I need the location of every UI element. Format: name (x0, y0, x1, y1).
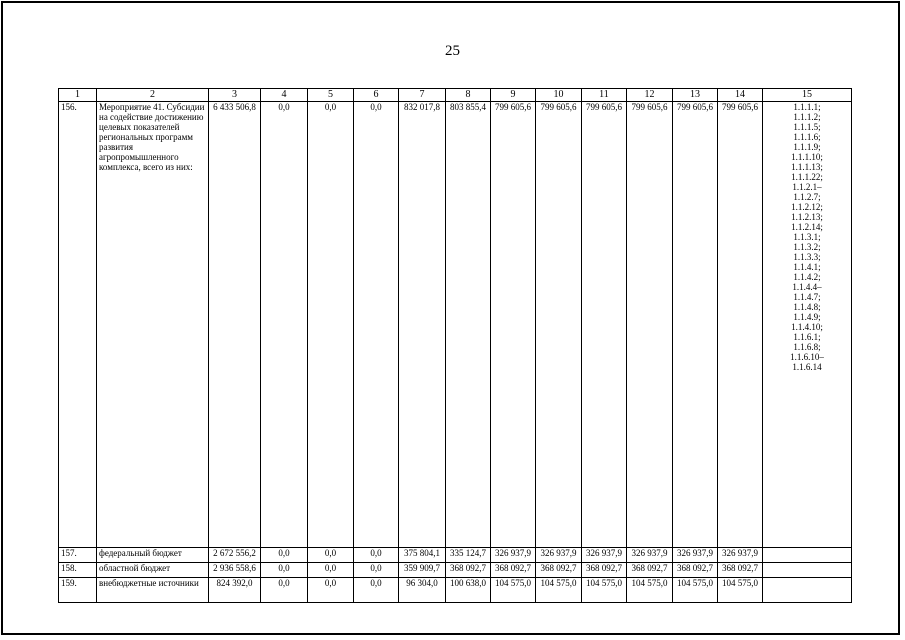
column-header: 11 (582, 89, 627, 102)
cell-value: 799 605,6 (718, 102, 763, 548)
cell-value: 0,0 (354, 578, 399, 603)
cell-value: 104 575,0 (491, 578, 536, 603)
indicator-codes (763, 548, 852, 563)
cell-value: 832 017,8 (399, 102, 446, 548)
cell-value: 368 092,7 (491, 563, 536, 578)
table-row (59, 563, 852, 578)
indicator-code: 1.1.4.2; (793, 272, 821, 282)
row-name: федеральный бюджет (97, 548, 209, 563)
column-header: 14 (718, 89, 763, 102)
row-index: 157. (59, 548, 97, 563)
indicator-code: 1.1.1.5; (793, 122, 821, 132)
cell-value: 0,0 (308, 578, 354, 603)
indicator-code: 1.1.1.6; (793, 132, 821, 142)
indicator-code: 1.1.6.14 (792, 362, 822, 372)
column-header: 13 (673, 89, 718, 102)
cell-value: 0,0 (261, 563, 308, 578)
cell-value: 0,0 (308, 563, 354, 578)
indicator-codes (763, 102, 852, 548)
table-row (59, 102, 852, 548)
indicator-code: 1.1.1.2; (793, 112, 821, 122)
cell-value: 104 575,0 (582, 578, 627, 603)
cell-value: 326 937,9 (582, 548, 627, 563)
cell-value: 335 124,7 (446, 548, 491, 563)
row-index: 158. (59, 563, 97, 578)
cell-value: 799 605,6 (536, 102, 582, 548)
column-header: 12 (627, 89, 673, 102)
cell-value: 0,0 (261, 548, 308, 563)
cell-value: 0,0 (354, 563, 399, 578)
indicator-code: 1.1.4.1; (793, 262, 821, 272)
indicator-code: 1.1.6.10– (790, 352, 824, 362)
row-name: областной бюджет (97, 563, 209, 578)
cell-value: 368 092,7 (673, 563, 718, 578)
cell-value: 326 937,9 (673, 548, 718, 563)
cell-value: 0,0 (354, 102, 399, 548)
column-header: 6 (354, 89, 399, 102)
column-header: 1 (59, 89, 97, 102)
cell-value: 799 605,6 (627, 102, 673, 548)
page-number: 25 (445, 43, 460, 59)
column-header: 10 (536, 89, 582, 102)
cell-value: 2 936 558,6 (209, 563, 261, 578)
column-header: 4 (261, 89, 308, 102)
indicator-code: 1.1.4.4– (792, 282, 822, 292)
indicator-code: 1.1.1.13; (791, 162, 823, 172)
column-header: 2 (97, 89, 209, 102)
row-name: внебюджетные источники (97, 578, 209, 603)
cell-value: 359 909,7 (399, 563, 446, 578)
indicator-code: 1.1.1.9; (793, 142, 821, 152)
column-header: 15 (763, 89, 852, 102)
cell-value: 104 575,0 (627, 578, 673, 603)
indicator-code: 1.1.2.7; (793, 192, 821, 202)
row-name: Мероприятие 41. Субсидии на содействие достижению целевых показателей региональных программ развития агропромышленного комплекса, всего из них: (97, 102, 209, 548)
indicator-code: 1.1.2.14; (791, 222, 823, 232)
indicator-code: 1.1.1.1; (793, 102, 821, 112)
cell-value: 104 575,0 (536, 578, 582, 603)
indicator-code: 1.1.3.2; (793, 242, 821, 252)
cell-value: 326 937,9 (718, 548, 763, 563)
cell-value: 0,0 (354, 548, 399, 563)
indicator-code: 1.1.2.12; (791, 202, 823, 212)
cell-value: 824 392,0 (209, 578, 261, 603)
column-header: 7 (399, 89, 446, 102)
indicator-code: 1.1.3.3; (793, 252, 821, 262)
table-row (59, 548, 852, 563)
indicator-code: 1.1.4.7; (793, 292, 821, 302)
cell-value: 0,0 (261, 578, 308, 603)
cell-value: 368 092,7 (536, 563, 582, 578)
cell-value: 368 092,7 (582, 563, 627, 578)
cell-value: 100 638,0 (446, 578, 491, 603)
row-index: 156. (59, 102, 97, 548)
budget-table (58, 88, 852, 603)
cell-value: 368 092,7 (718, 563, 763, 578)
column-header: 3 (209, 89, 261, 102)
indicator-code: 1.1.2.1– (792, 182, 822, 192)
cell-value: 96 304,0 (399, 578, 446, 603)
cell-value: 368 092,7 (446, 563, 491, 578)
indicator-code: 1.1.1.22; (791, 172, 823, 182)
cell-value: 326 937,9 (536, 548, 582, 563)
cell-value: 799 605,6 (673, 102, 718, 548)
indicator-code: 1.1.4.8; (793, 302, 821, 312)
indicator-code: 1.1.6.8; (793, 342, 821, 352)
cell-value: 368 092,7 (627, 563, 673, 578)
cell-value: 799 605,6 (491, 102, 536, 548)
indicator-codes (763, 578, 852, 603)
column-header: 5 (308, 89, 354, 102)
row-index: 159. (59, 578, 97, 603)
cell-value: 104 575,0 (718, 578, 763, 603)
indicator-code: 1.1.4.9; (793, 312, 821, 322)
cell-value: 104 575,0 (673, 578, 718, 603)
cell-value: 0,0 (308, 102, 354, 548)
cell-value: 799 605,6 (582, 102, 627, 548)
indicator-code: 1.1.2.13; (791, 212, 823, 222)
indicator-code: 1.1.1.10; (791, 152, 823, 162)
cell-value: 0,0 (261, 102, 308, 548)
indicator-code: 1.1.3.1; (793, 232, 821, 242)
cell-value: 803 855,4 (446, 102, 491, 548)
cell-value: 375 804,1 (399, 548, 446, 563)
header-row (59, 89, 852, 102)
cell-value: 6 433 506,8 (209, 102, 261, 548)
cell-value: 2 672 556,2 (209, 548, 261, 563)
cell-value: 326 937,9 (491, 548, 536, 563)
cell-value: 0,0 (308, 548, 354, 563)
cell-value: 326 937,9 (627, 548, 673, 563)
column-header: 9 (491, 89, 536, 102)
indicator-codes (763, 563, 852, 578)
column-header: 8 (446, 89, 491, 102)
indicator-code: 1.1.4.10; (791, 322, 823, 332)
table-row (59, 578, 852, 603)
indicator-code: 1.1.6.1; (793, 332, 821, 342)
